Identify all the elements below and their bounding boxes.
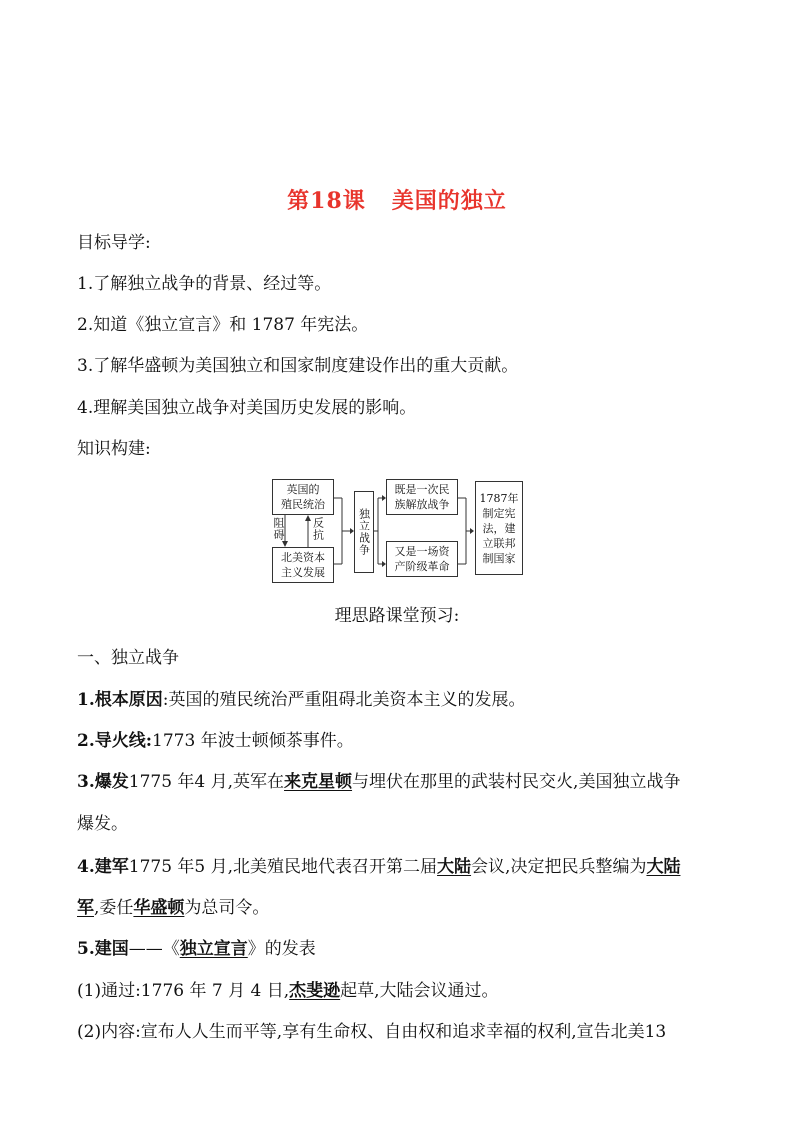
paragraph-text: 1775 年5 月,北美殖民地代表召开第二届 [128, 857, 438, 877]
paragraph-text: (1)通过:1776 年 7 月 4 日, [77, 981, 290, 1001]
paragraph-army [77, 855, 680, 879]
independence-war-box [354, 491, 374, 573]
paragraph-adoption [77, 979, 499, 1003]
paragraph-outbreak-cont: 爆发。 [77, 814, 128, 834]
paragraph-text: 为总司令。 [184, 898, 270, 918]
box-text: 北美资本 [281, 551, 325, 564]
box-text: 法，建 [482, 521, 516, 535]
capitalism-box [272, 547, 334, 583]
page-title [0, 184, 794, 215]
paragraph-root-cause [77, 688, 525, 712]
paragraph-label: 1.根本原因 [77, 690, 163, 710]
goal-item-1: 1.了解独立战争的背景、经过等。 [77, 274, 332, 294]
box-text: 独立战争 [357, 508, 371, 556]
box-text: 又是一场资 [394, 545, 450, 558]
box-text: 制国家 [482, 551, 516, 565]
paragraph-text: 》的发表 [247, 939, 316, 959]
knowledge-heading: 知识构建: [77, 439, 151, 459]
box-text: 族解放战争 [394, 498, 450, 511]
bracket-arrowhead [470, 528, 474, 534]
goals-heading: 目标导学: [77, 233, 151, 253]
resist-label: 反抗 [311, 517, 325, 541]
paragraph-label: 3.爆发 [77, 772, 129, 792]
preview-label: 理思路课堂预习: [334, 606, 460, 626]
paragraph-text: 1773 年波士顿倾茶事件。 [152, 731, 354, 751]
keyword: 杰斐逊 [289, 981, 341, 1001]
keyword: 大陆 [437, 857, 472, 877]
paragraph-founding [77, 937, 316, 961]
goal-item-4: 4.理解美国独立战争对美国历史发展的影响。 [77, 398, 417, 418]
keyword: 独立宣言 [179, 939, 248, 959]
paragraph-text: ——《 [128, 939, 180, 959]
knowledge-diagram [270, 477, 524, 585]
paragraph-label: 4.建军 [77, 857, 129, 877]
box-text: 产阶级革命 [394, 560, 450, 573]
box-text: 主义发展 [281, 566, 325, 579]
paragraph-text: 1775 年4 月,英军在 [128, 772, 285, 792]
paragraph-label: 5.建国 [77, 939, 129, 959]
paragraph-text: :英国的殖民统治严重阻碍北美资本主义的发展。 [162, 690, 526, 710]
paragraph-text: ,委任 [94, 898, 134, 918]
box-text: 英国的 [286, 483, 320, 496]
box-text: 殖民统治 [281, 498, 325, 511]
lesson-name: 美国的独立 [391, 188, 507, 214]
box-text: 立联邦 [482, 536, 516, 550]
box-text: 既是一次民 [394, 483, 450, 496]
paragraph-text: 会议,决定把民兵整编为 [471, 857, 647, 877]
paragraph-content: (2)内容:宣布人人生而平等,享有生命权、自由权和追求幸福的权利,宣告北美13 [77, 1022, 667, 1042]
colonial-rule-box [272, 479, 334, 515]
paragraph-outbreak [77, 770, 680, 794]
keyword: 军 [77, 898, 94, 918]
bourgeois-revolution-box [386, 541, 458, 577]
paragraph-text: 与埋伏在那里的武装村民交火,美国独立战争 [352, 772, 681, 792]
paragraph-army-cont [77, 896, 269, 920]
keyword: 大陆 [646, 857, 681, 877]
paragraph-trigger [77, 729, 354, 753]
keyword: 来克星顿 [284, 772, 353, 792]
hinder-label: 阻碍 [272, 517, 285, 541]
section-heading: 一、独立战争 [77, 648, 179, 668]
lesson-number: 第18课 [287, 188, 366, 214]
constitution-box [475, 481, 523, 575]
liberation-war-box [386, 479, 458, 515]
keyword: 华盛顿 [133, 898, 185, 918]
paragraph-text: 起草,大陆会议通过。 [340, 981, 499, 1001]
goal-item-2: 2.知道《独立宣言》和 1787 年宪法。 [77, 315, 369, 335]
box-text: 1787年 [479, 491, 519, 505]
paragraph-label: 2.导火线: [77, 731, 153, 751]
box-text: 制定宪 [482, 506, 516, 520]
goal-item-3: 3.了解华盛顿为美国独立和国家制度建设作出的重大贡献。 [77, 356, 519, 376]
